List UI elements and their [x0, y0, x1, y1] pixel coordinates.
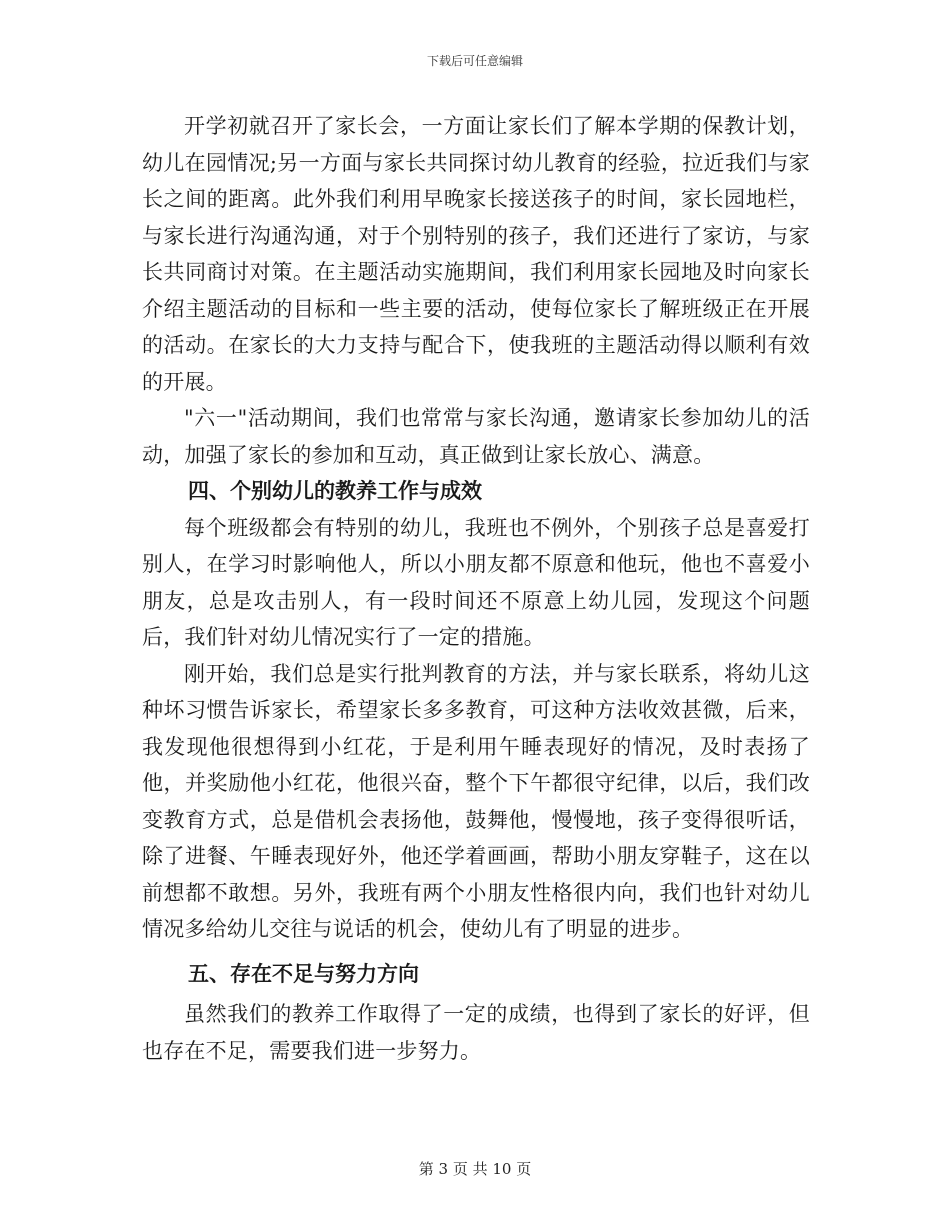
page-number: 第 3 页 共 10 页 [418, 1160, 532, 1178]
document-body [142, 108, 810, 1069]
header-note: 下载后可任意编辑 [426, 54, 523, 68]
paragraph-special-children: 每个班级都会有特别的幼儿，我班也不例外，个别孩子总是喜爱打别人，在学习时影响他人，所以小朋友都不原意和他玩，他也不喜爱小朋友，总是攻击别人，有一段时间还不原意上幼儿园，发现这个问题后，我们针对幼儿情况实行了一定的措施。 [142, 515, 810, 649]
section-heading-5: 五、存在不足与努力方向 [188, 961, 419, 986]
paragraph-education-method: 刚开始，我们总是实行批判教育的方法，并与家长联系，将幼儿这种坏习惯告诉家长，希望家长多多教育，可这种方法收效甚微，后来，我发现他很想得到小红花，于是利用午睡表现好的情况，及时表扬了他，并奖励他小红花，他很兴奋，整个下午都很守纪律，以后，我们改变教育方式，总是借机会表扬他，鼓舞他，慢慢地，孩子变得很听话，除了进餐、午睡表现好外，他还学着画画，帮助小朋友穿鞋子，这在以前想都不敢想。另外，我班有两个小朋友性格很内向，我们也针对幼儿情况多给幼儿交往与说话的机会，使幼儿有了明显的进步。 [142, 661, 810, 941]
paragraph-parent-meeting: 开学初就召开了家长会，一方面让家长们了解本学期的保教计划，幼儿在园情况;另一方面与家长共同探讨幼儿教育的经验，拉近我们与家长之间的距离。此外我们利用早晚家长接送孩子的时间，家长园地栏，与家长进行沟通沟通，对于个别特别的孩子，我们还进行了家访，与家长共同商讨对策。在主题活动实施期间，我们利用家长园地及时向家长介绍主题活动的目标和一些主要的活动，使每位家长了解班级正在开展的活动。在家长的大力支持与配合下，使我班的主题活动得以顺利有效的开展。 [142, 114, 810, 394]
section-heading-4: 四、个别幼儿的教养工作与成效 [188, 479, 482, 503]
paragraph-shortcomings: 虽然我们的教养工作取得了一定的成绩，也得到了家长的好评，但也存在不足，需要我们进一步努力。 [142, 1002, 810, 1063]
paragraph-children-day: "六一"活动期间，我们也常常与家长沟通，邀请家长参加幼儿的活动，加强了家长的参加和互动，真正做到让家长放心、满意。 [142, 406, 810, 467]
